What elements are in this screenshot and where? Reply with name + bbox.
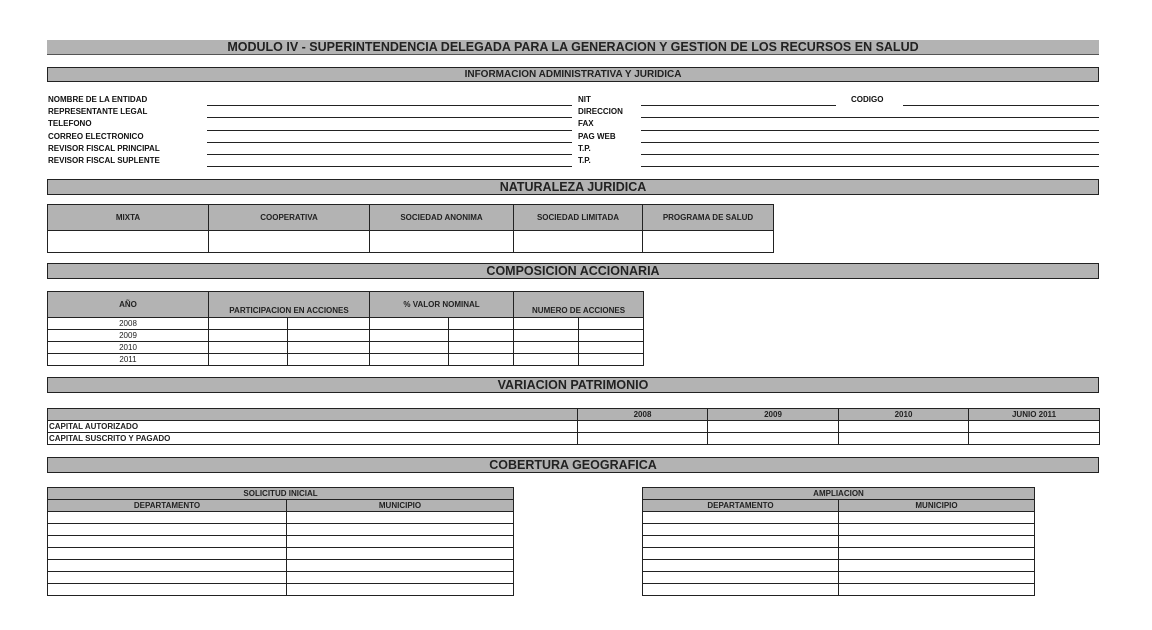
table-cell[interactable]	[839, 560, 1035, 572]
table-cell[interactable]	[48, 536, 287, 548]
table-cell[interactable]	[370, 342, 449, 354]
col-2008: 2008	[578, 409, 708, 421]
col-participacion: PARTICIPACION EN ACCIONES	[209, 292, 370, 318]
telefono-field[interactable]	[207, 130, 572, 131]
tp-suplente-field[interactable]	[641, 166, 1099, 167]
table-cell[interactable]	[643, 548, 839, 560]
table-cell[interactable]	[370, 318, 449, 330]
table-cell[interactable]	[839, 584, 1035, 596]
label-telefono: TELEFONO	[48, 119, 92, 128]
label-representante-legal: REPRESENTANTE LEGAL	[48, 107, 148, 116]
tp-principal-field[interactable]	[641, 154, 1099, 155]
year-2008: 2008	[48, 318, 209, 330]
table-cell[interactable]	[839, 536, 1035, 548]
table-cell[interactable]	[839, 433, 969, 445]
col-municipio: MUNICIPIO	[287, 500, 514, 512]
table-cell[interactable]	[209, 342, 288, 354]
col-cooperativa: COOPERATIVA	[209, 205, 370, 231]
table-cell[interactable]	[287, 512, 514, 524]
label-revisor-principal: REVISOR FISCAL PRINCIPAL	[48, 144, 160, 153]
table-cell[interactable]	[514, 318, 579, 330]
table-cell[interactable]	[48, 512, 287, 524]
revisor-suplente-field[interactable]	[207, 166, 572, 167]
table-cell[interactable]	[288, 342, 370, 354]
table-cell[interactable]	[839, 512, 1035, 524]
table-cell[interactable]	[969, 421, 1100, 433]
variacion-header: VARIACION PATRIMONIO	[47, 377, 1099, 393]
label-nit: NIT	[578, 95, 591, 104]
cooperativa-cell[interactable]	[209, 231, 370, 253]
col-sociedad-limitada: SOCIEDAD LIMITADA	[514, 205, 643, 231]
table-cell[interactable]	[287, 548, 514, 560]
table-cell[interactable]	[209, 318, 288, 330]
table-cell[interactable]	[287, 524, 514, 536]
table-cell[interactable]	[643, 572, 839, 584]
label-revisor-suplente: REVISOR FISCAL SUPLENTE	[48, 156, 160, 165]
table-cell[interactable]	[48, 572, 287, 584]
fax-field[interactable]	[641, 130, 1099, 131]
correo-field[interactable]	[207, 142, 572, 143]
sociedad-anonima-cell[interactable]	[370, 231, 514, 253]
table-cell[interactable]	[708, 433, 839, 445]
composicion-table	[47, 291, 644, 366]
label-fax: FAX	[578, 119, 594, 128]
col-sociedad-anonima: SOCIEDAD ANONIMA	[370, 205, 514, 231]
ampliacion-table	[642, 487, 1035, 596]
table-cell[interactable]	[449, 342, 514, 354]
table-cell[interactable]	[287, 536, 514, 548]
revisor-principal-field[interactable]	[207, 154, 572, 155]
programa-salud-cell[interactable]	[643, 231, 774, 253]
label-pag-web: PAG WEB	[578, 132, 616, 141]
table-cell[interactable]	[708, 421, 839, 433]
table-cell[interactable]	[578, 421, 708, 433]
solicitud-inicial-table	[47, 487, 514, 596]
table-cell[interactable]	[288, 354, 370, 366]
table-cell[interactable]	[209, 354, 288, 366]
table-cell[interactable]	[370, 354, 449, 366]
table-cell[interactable]	[288, 318, 370, 330]
year-2011: 2011	[48, 354, 209, 366]
col-valor-nominal: % VALOR NOMINAL	[370, 292, 514, 318]
table-cell[interactable]	[514, 354, 579, 366]
row-capital-autorizado: CAPITAL AUTORIZADO	[48, 421, 578, 433]
table-cell[interactable]	[288, 330, 370, 342]
composicion-header: COMPOSICION ACCIONARIA	[47, 263, 1099, 279]
table-cell[interactable]	[578, 433, 708, 445]
table-cell[interactable]	[287, 572, 514, 584]
year-2010: 2010	[48, 342, 209, 354]
table-cell[interactable]	[643, 524, 839, 536]
info-section-header: INFORMACION ADMINISTRATIVA Y JURIDICA	[47, 67, 1099, 82]
table-cell[interactable]	[839, 572, 1035, 584]
naturaleza-header: NATURALEZA JURIDICA	[47, 179, 1099, 195]
label-nombre-entidad: NOMBRE DE LA ENTIDAD	[48, 95, 148, 104]
table-cell[interactable]	[287, 560, 514, 572]
col-mixta: MIXTA	[48, 205, 209, 231]
table-cell[interactable]	[643, 536, 839, 548]
representante-legal-field[interactable]	[207, 117, 572, 118]
ampliacion-title: AMPLIACION	[643, 488, 1035, 500]
table-cell[interactable]	[370, 330, 449, 342]
col-junio-2011: JUNIO 2011	[969, 409, 1100, 421]
table-cell[interactable]	[839, 548, 1035, 560]
table-cell[interactable]	[839, 421, 969, 433]
year-2009: 2009	[48, 330, 209, 342]
codigo-field[interactable]	[903, 105, 1099, 106]
col-2009: 2009	[708, 409, 839, 421]
table-cell[interactable]	[48, 584, 287, 596]
table-cell[interactable]	[643, 512, 839, 524]
label-direccion: DIRECCION	[578, 107, 623, 116]
variacion-table	[47, 408, 1100, 445]
col-departamento: DEPARTAMENTO	[48, 500, 287, 512]
col-programa-salud: PROGRAMA DE SALUD	[643, 205, 774, 231]
table-cell[interactable]	[48, 560, 287, 572]
table-cell[interactable]	[969, 433, 1100, 445]
naturaleza-table	[47, 204, 774, 253]
table-cell[interactable]	[514, 342, 579, 354]
sociedad-limitada-cell[interactable]	[514, 231, 643, 253]
table-cell[interactable]	[209, 330, 288, 342]
cobertura-header: COBERTURA GEOGRAFICA	[47, 457, 1099, 473]
direccion-field[interactable]	[641, 117, 1099, 118]
variacion-blank-header	[48, 409, 578, 421]
nit-field[interactable]	[641, 105, 836, 106]
table-cell[interactable]	[643, 584, 839, 596]
label-correo: CORREO ELECTRONICO	[48, 132, 144, 141]
label-tp-suplente: T.P.	[578, 156, 591, 165]
table-cell[interactable]	[48, 548, 287, 560]
table-cell[interactable]	[287, 584, 514, 596]
col-municipio: MUNICIPIO	[839, 500, 1035, 512]
nombre-entidad-field[interactable]	[207, 105, 572, 106]
pag-web-field[interactable]	[641, 142, 1099, 143]
col-2010: 2010	[839, 409, 969, 421]
table-cell[interactable]	[449, 330, 514, 342]
table-cell[interactable]	[579, 318, 644, 330]
table-cell[interactable]	[579, 342, 644, 354]
table-cell[interactable]	[449, 318, 514, 330]
label-tp-principal: T.P.	[578, 144, 591, 153]
col-numero-acciones: NUMERO DE ACCIONES	[514, 292, 644, 318]
table-cell[interactable]	[579, 354, 644, 366]
table-cell[interactable]	[514, 330, 579, 342]
table-cell[interactable]	[643, 560, 839, 572]
col-ano: AÑO	[48, 292, 209, 318]
page-title: MODULO IV - SUPERINTENDENCIA DELEGADA PARA LA GENERACION Y GESTION DE LOS RECURSOS EN SALUD	[47, 40, 1099, 55]
table-cell[interactable]	[449, 354, 514, 366]
row-capital-suscrito: CAPITAL SUSCRITO Y PAGADO	[48, 433, 578, 445]
table-cell[interactable]	[839, 524, 1035, 536]
mixta-cell[interactable]	[48, 231, 209, 253]
table-cell[interactable]	[48, 524, 287, 536]
label-codigo: CODIGO	[851, 95, 884, 104]
col-departamento: DEPARTAMENTO	[643, 500, 839, 512]
solicitud-inicial-title: SOLICITUD INICIAL	[48, 488, 514, 500]
table-cell[interactable]	[579, 330, 644, 342]
